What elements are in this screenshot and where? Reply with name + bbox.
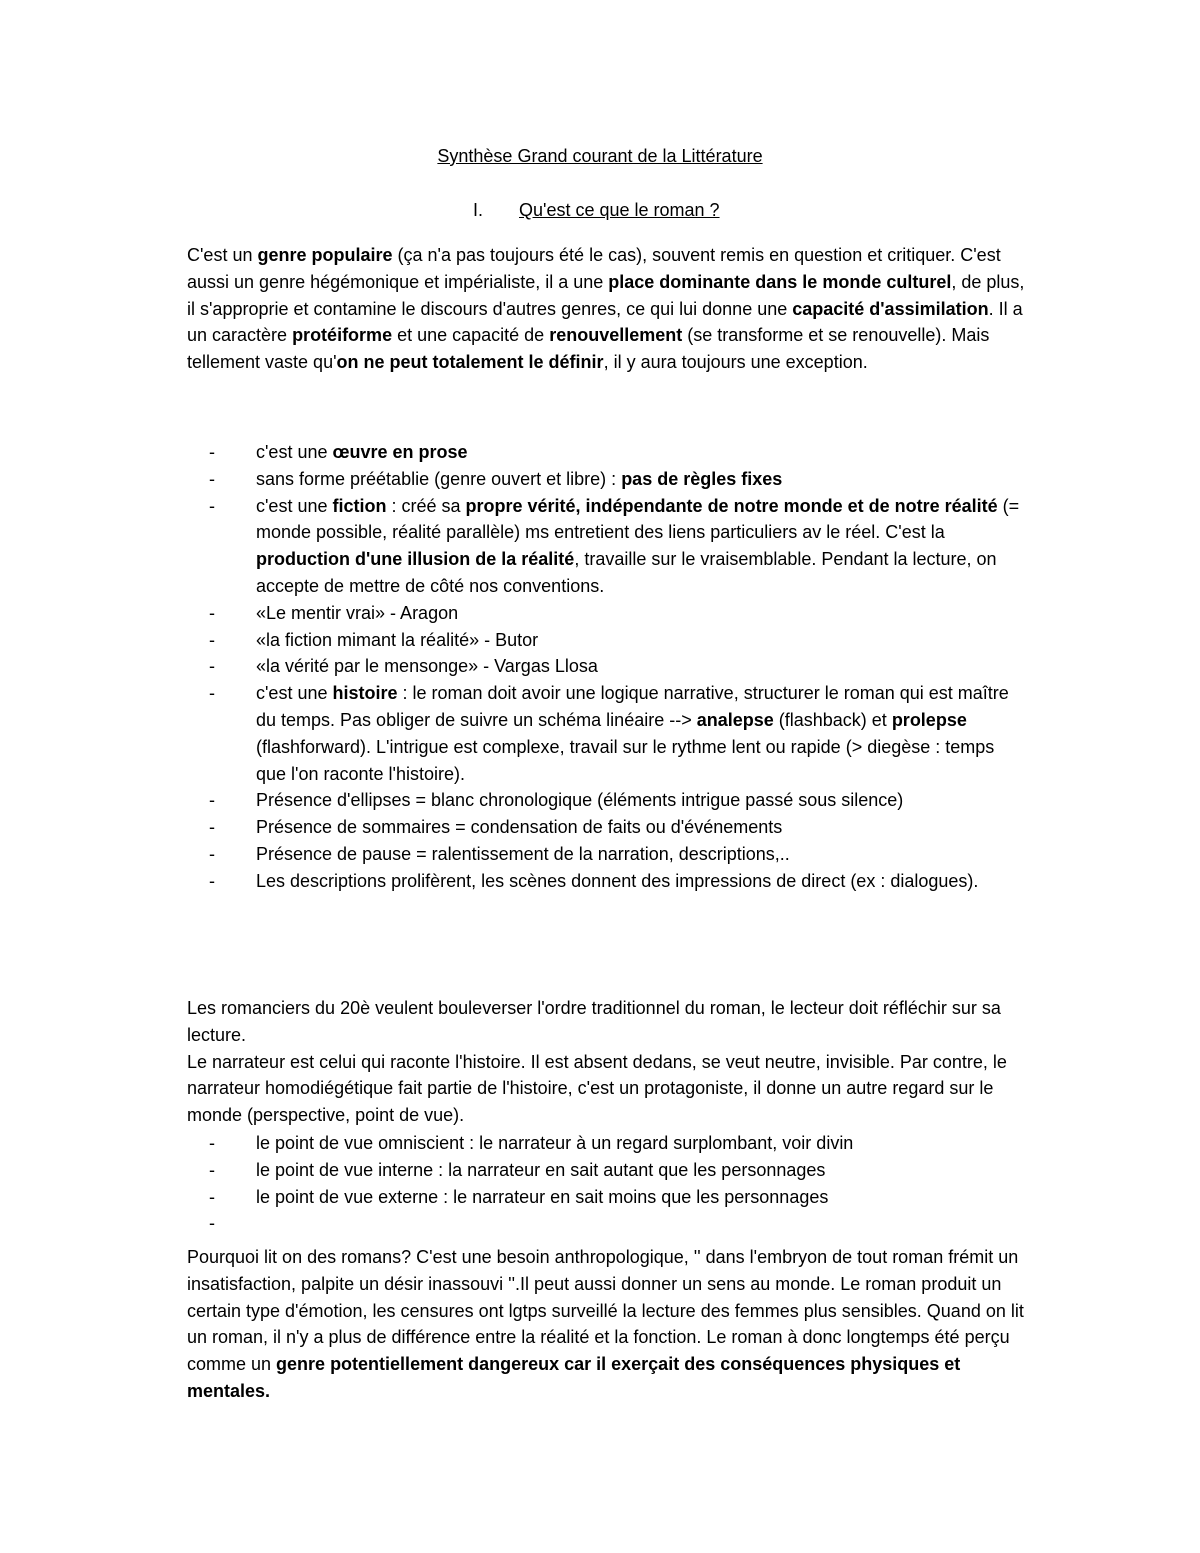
bullet-dash-icon: - [209,468,215,489]
list-item-text [256,790,903,810]
text-run: Les descriptions prolifèrent, les scènes donnent des impressions de direct (ex : dialogues). [256,870,979,891]
list-item-text [256,817,782,837]
bullet-dash-icon: - [209,629,215,650]
text-run: Pourquoi lit on des romans? C'est une besoin anthropologique, '' dans l'embryon de tout roman frémit un insatisfaction, palpite un désir inassouvi ''.Il peut aussi donner un sens au monde. Le roman produit un certain type d'émotion, les censures ont lgtps surveillé la lecture des femmes plus sensibles. Quand on lit un roman, il n'y a plus de différence entre la réalité et la fonction. Le roman à donc longtemps été perçu comme un [187,1247,1024,1375]
list-item [187,1157,1027,1184]
text-run: (flashforward). L'intrigue est complexe, travail sur le rythme lent ou rapide (> diegèse : temps que l'on raconte l'histoire). [256,736,995,784]
list-item-text [256,656,598,676]
text-run: . Il a un caractère [187,298,1023,346]
list-item-text: le point de vue omniscient : le narrateur à un regard surplombant, voir divin [256,1133,854,1153]
bold-text: genre potentiellement dangereux car il exerçait des conséquences physiques et mentales. [187,1354,961,1401]
bold-text: pas de règles fixes [621,468,783,489]
text-run: : créé sa [386,495,466,516]
text-run: , travaille sur le vraisemblable. Pendant la lecture, on accepte de mettre de côté nos conventions. [256,549,997,596]
list-item-text [256,844,790,864]
list-item [187,680,1027,787]
twentieth-century-paragraph [187,995,1027,1129]
text-run: (ça n'a pas toujours été le cas), souvent remis en question et critiquer. C'est aussi un genre hégémonique et impérialiste, il a une [187,245,1001,292]
bullet-dash-icon: - [209,683,215,704]
list-item [187,627,1027,654]
paragraph-line: Le narrateur est celui qui raconte l'histoire. Il est absent dedans, se veut neutre, invisible. Par contre, le narrateur homodiégétique fait partie de l'histoire, c'est un protagoniste, il donne un autre regard sur le monde (perspective, point de vue). [187,1051,1007,1126]
text-run: , de plus, il s'approprie et contamine le discours d'autres genres, ce qui lui donne une [187,271,1025,319]
bullet-dash-icon: - [209,656,215,677]
list-item [187,653,1027,680]
list-item [187,600,1027,627]
bullet-dash-icon: - [209,870,215,891]
bullet-dash-icon: - [209,843,215,864]
list-item [187,1184,1027,1211]
list-item-text [256,683,1009,783]
text-run: Présence de pause = ralentissement de la narration, descriptions,.. [256,843,790,864]
list-item-text: le point de vue externe : le narrateur en sait moins que les personnages [256,1186,829,1207]
list-item [187,814,1027,841]
list-item-text: le point de vue interne : la narrateur en sait autant que les personnages [256,1159,826,1180]
list-item [187,868,1027,895]
text-run: : le roman doit avoir une logique narrative, structurer le roman qui est maître du temps. Pas obliger de suivre un schéma linéaire --> [256,683,1009,730]
bullet-dash-icon: - [209,1213,215,1234]
bold-text: fiction [332,495,387,516]
text-run: (se transforme et se renouvelle). Mais tellement vaste qu' [187,325,990,373]
characteristics-list [187,439,1027,895]
text-run: (flashback) et [773,709,892,730]
bold-text: propre vérité, indépendante de notre monde et de notre réalité [465,495,998,516]
list-item-text [256,469,782,489]
intro-paragraph [187,242,1027,376]
section-number: I. [473,200,484,220]
section-heading [473,197,720,223]
list-item [187,1210,1027,1237]
document-title: Synthèse Grand courant de la Littérature [437,146,763,166]
text-run: «Le mentir vrai» - Aragon [256,602,459,623]
conclusion-paragraph [187,1244,1027,1405]
bold-text: on ne peut totalement le définir [336,352,604,373]
text-run: Présence de sommaires = condensation de faits ou d'événements [256,817,783,838]
bold-text: place dominante dans le monde culturel [608,271,952,292]
list-item-text [256,630,538,650]
point-of-view-list [187,1130,1027,1237]
list-item [187,493,1027,600]
list-item-text [256,442,468,462]
bullet-dash-icon: - [209,1133,215,1153]
bold-text: histoire [332,683,398,704]
list-item [187,841,1027,868]
bold-text: prolepse [891,709,967,730]
bold-text: capacité d'assimilation [792,298,989,319]
list-item [187,1130,1027,1157]
text-run: sans forme préétablie (genre ouvert et libre) : [256,468,622,489]
list-item [187,787,1027,814]
text-run: , il y aura toujours une exception. [603,352,868,373]
list-item-text [256,603,458,623]
text-run: C'est un [187,245,258,265]
bold-text: analepse [696,709,774,730]
text-run: Présence d'ellipses = blanc chronologique (éléments intrigue passé sous silence) [256,790,904,811]
list-item [187,439,1027,466]
text-run: et une capacité de [392,325,550,346]
text-run: c'est une [256,683,333,704]
text-run: «la fiction mimant la réalité» - Butor [256,629,539,650]
bold-text: protéiforme [292,325,393,346]
text-run: c'est une [256,442,333,462]
bullet-dash-icon: - [209,495,215,516]
bold-text: production d'une illusion de la réalité [256,549,575,570]
text-run: c'est une [256,495,333,516]
list-item-text [256,496,1019,596]
bullet-dash-icon: - [209,790,215,811]
bold-text: renouvellement [549,325,683,346]
bold-text: genre populaire [257,245,393,265]
bullet-dash-icon: - [209,1186,215,1207]
bold-text: œuvre en prose [332,442,468,462]
list-item-text [256,871,978,891]
bullet-dash-icon: - [209,602,215,623]
bullet-dash-icon: - [209,1159,215,1180]
bullet-dash-icon: - [209,442,215,462]
paragraph-line: Les romanciers du 20è veulent bouleverser l'ordre traditionnel du roman, le lecteur doit réfléchir sur sa lecture. [187,998,1001,1045]
section-title: Qu'est ce que le roman ? [519,200,720,220]
list-item [187,466,1027,493]
bullet-dash-icon: - [209,817,215,838]
text-run: (= monde possible, réalité parallèle) ms entretient des liens particuliers av le réel. C'est la [256,495,1020,543]
text-run: «la vérité par le mensonge» - Vargas Llosa [256,656,598,677]
